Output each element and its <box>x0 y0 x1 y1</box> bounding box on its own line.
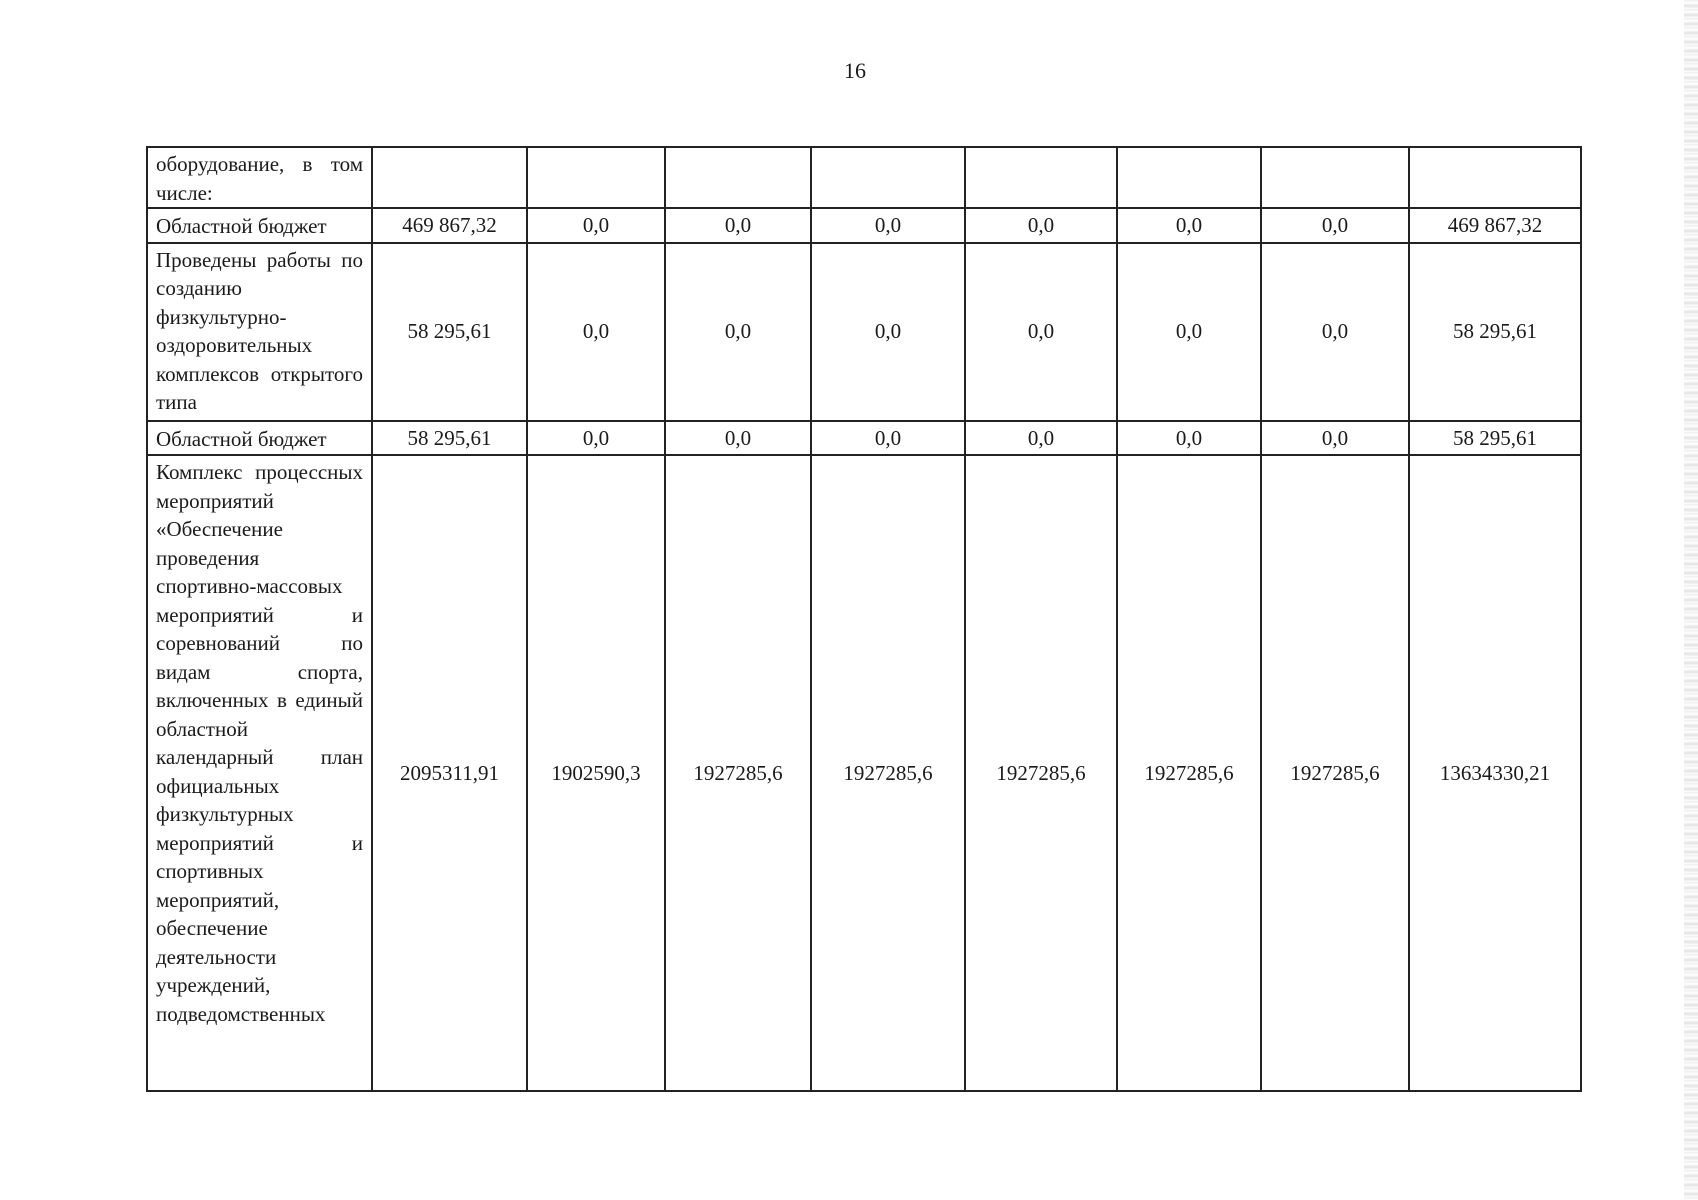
table-cell: 0,0 <box>665 421 811 456</box>
table-row <box>147 455 1581 1091</box>
table-cell: 1927285,6 <box>965 455 1117 1091</box>
table-cell <box>527 147 665 208</box>
table-cell: 0,0 <box>811 208 965 243</box>
table-cell <box>372 147 527 208</box>
table-cell: 0,0 <box>1261 208 1409 243</box>
table-cell <box>665 147 811 208</box>
row-label: Областной бюджет <box>147 421 372 456</box>
table-cell: 2095311,91 <box>372 455 527 1091</box>
row-label: Проведены работы по созданию физкультурно-оздоровительных комплексов открытого типа <box>147 243 372 421</box>
table-cell: 58 295,61 <box>372 421 527 456</box>
table-cell: 469 867,32 <box>372 208 527 243</box>
table-cell: 0,0 <box>527 208 665 243</box>
table-cell: 58 295,61 <box>372 243 527 421</box>
table-row <box>147 243 1581 421</box>
table-cell: 0,0 <box>1117 421 1261 456</box>
table-cell: 1927285,6 <box>1261 455 1409 1091</box>
table-cell <box>965 147 1117 208</box>
table-cell: 0,0 <box>527 421 665 456</box>
table-cell: 0,0 <box>527 243 665 421</box>
table-cell <box>1261 147 1409 208</box>
table-row <box>147 421 1581 456</box>
table-cell: 13634330,21 <box>1409 455 1581 1091</box>
row-label: оборудование, в том числе: <box>147 147 372 208</box>
table-cell: 0,0 <box>1117 208 1261 243</box>
table-cell: 0,0 <box>965 421 1117 456</box>
table-cell: 1927285,6 <box>811 455 965 1091</box>
table-cell: 0,0 <box>1261 421 1409 456</box>
table-cell: 58 295,61 <box>1409 243 1581 421</box>
table-cell <box>1409 147 1581 208</box>
table-cell: 1902590,3 <box>527 455 665 1091</box>
row-label: Комплекс процессных мероприятий «Обеспечение проведения спортивно-массовых мероприятий и соревнований по видам спорта, включенных в единый областной календарный план официальных физкультурных мероприятий и спортивных мероприятий, обеспечение деятельности учреждений, подведомственных <box>147 455 372 1091</box>
table-cell <box>811 147 965 208</box>
table-cell: 0,0 <box>1261 243 1409 421</box>
table-cell: 469 867,32 <box>1409 208 1581 243</box>
table-cell: 0,0 <box>811 243 965 421</box>
table-cell <box>1117 147 1261 208</box>
scan-edge <box>1684 0 1698 1200</box>
table-cell: 1927285,6 <box>665 455 811 1091</box>
table-cell: 0,0 <box>665 208 811 243</box>
row-label: Областной бюджет <box>147 208 372 243</box>
table-row <box>147 147 1581 208</box>
table-row <box>147 208 1581 243</box>
table-cell: 58 295,61 <box>1409 421 1581 456</box>
table-cell: 0,0 <box>1117 243 1261 421</box>
table-cell: 0,0 <box>811 421 965 456</box>
page-number: 16 <box>844 58 866 83</box>
budget-table <box>146 146 1582 1092</box>
table-cell: 0,0 <box>965 208 1117 243</box>
table-cell: 0,0 <box>965 243 1117 421</box>
table-cell: 0,0 <box>665 243 811 421</box>
table-cell: 1927285,6 <box>1117 455 1261 1091</box>
